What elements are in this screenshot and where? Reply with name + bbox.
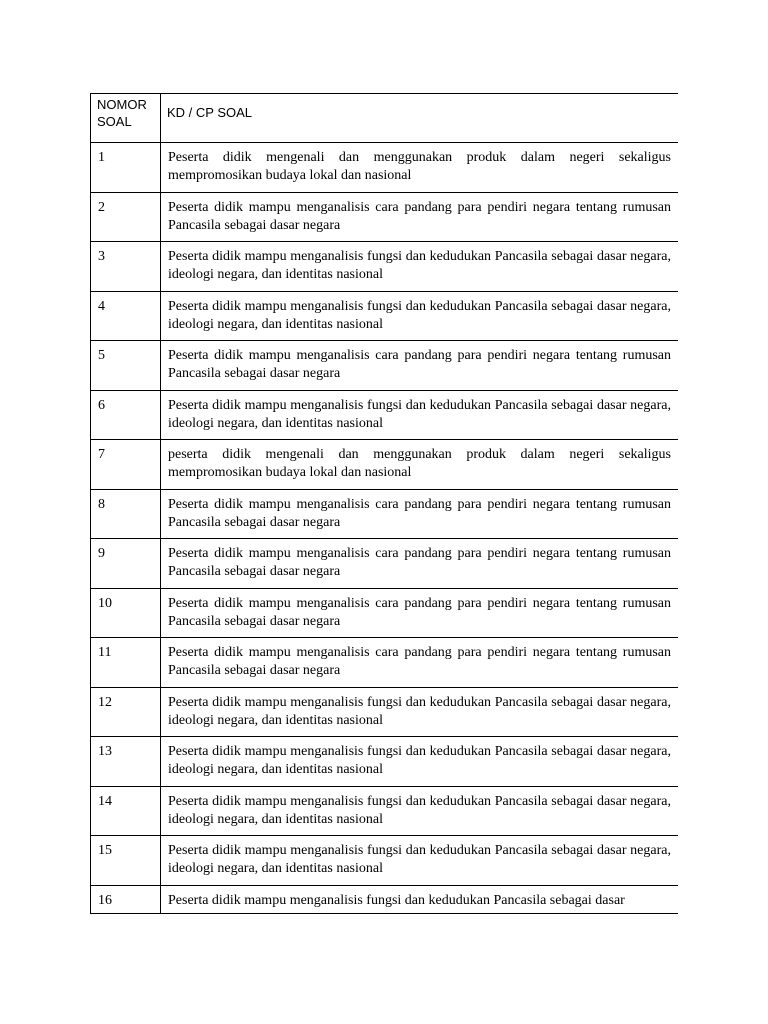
row-description: Peserta didik mampu menganalisis fungsi dan kedudukan Pancasila sebagai dasar negara, ideologi negara, dan identitas nasional [161,291,679,341]
table-row [91,390,679,440]
row-description: Peserta didik mampu menganalisis cara pandang para pendiri negara tentang rumusan Pancasila sebagai dasar negara [161,341,679,391]
row-number: 16 [91,885,161,914]
table-row [91,143,679,193]
table-row [91,836,679,886]
row-number: 11 [91,638,161,688]
row-description: Peserta didik mampu menganalisis fungsi dan kedudukan Pancasila sebagai dasar negara, ideologi negara, dan identitas nasional [161,390,679,440]
table-row [91,192,679,242]
table-row [91,638,679,688]
table-row [91,291,679,341]
table-row [91,588,679,638]
table-row [91,489,679,539]
row-number: 4 [91,291,161,341]
row-description: Peserta didik mampu menganalisis cara pandang para pendiri negara tentang rumusan Pancasila sebagai dasar negara [161,638,679,688]
row-description: Peserta didik mampu menganalisis fungsi dan kedudukan Pancasila sebagai dasar negara, ideologi negara, dan identitas nasional [161,836,679,886]
table-row [91,539,679,589]
table-row [91,440,679,490]
header-kd-cp-soal: KD / CP SOAL [161,94,679,143]
row-number: 1 [91,143,161,193]
row-number: 15 [91,836,161,886]
row-description: Peserta didik mampu menganalisis cara pandang para pendiri negara tentang rumusan Pancasila sebagai dasar negara [161,539,679,589]
row-number: 13 [91,737,161,787]
row-number: 2 [91,192,161,242]
kd-cp-table [90,93,678,914]
kd-cp-table-container [90,93,678,914]
table-row [91,737,679,787]
row-description: Peserta didik mampu menganalisis fungsi dan kedudukan Pancasila sebagai dasar negara, ideologi negara, dan identitas nasional [161,242,679,292]
table-body [91,143,679,915]
row-description: Peserta didik mengenali dan menggunakan produk dalam negeri sekaligus mempromosikan budaya lokal dan nasional [161,143,679,193]
table-row [91,687,679,737]
table-row [91,885,679,914]
row-description: peserta didik mengenali dan menggunakan produk dalam negeri sekaligus mempromosikan budaya lokal dan nasional [161,440,679,490]
header-nomor-soal: NOMOR SOAL [91,94,161,143]
row-number: 5 [91,341,161,391]
table-header-row [91,94,679,143]
table-row [91,242,679,292]
row-description: Peserta didik mampu menganalisis fungsi dan kedudukan Pancasila sebagai dasar negara, ideologi negara, dan identitas nasional [161,786,679,836]
row-description: Peserta didik mampu menganalisis cara pandang para pendiri negara tentang rumusan Pancasila sebagai dasar negara [161,489,679,539]
row-number: 12 [91,687,161,737]
row-description: Peserta didik mampu menganalisis fungsi dan kedudukan Pancasila sebagai dasar negara, ideologi negara, dan identitas nasional [161,737,679,787]
table-row [91,786,679,836]
row-description: Peserta didik mampu menganalisis fungsi dan kedudukan Pancasila sebagai dasar [161,885,679,914]
row-number: 9 [91,539,161,589]
row-number: 6 [91,390,161,440]
row-description: Peserta didik mampu menganalisis cara pandang para pendiri negara tentang rumusan Pancasila sebagai dasar negara [161,588,679,638]
row-description: Peserta didik mampu menganalisis cara pandang para pendiri negara tentang rumusan Pancasila sebagai dasar negara [161,192,679,242]
row-number: 8 [91,489,161,539]
row-description: Peserta didik mampu menganalisis fungsi dan kedudukan Pancasila sebagai dasar negara, ideologi negara, dan identitas nasional [161,687,679,737]
row-number: 14 [91,786,161,836]
row-number: 3 [91,242,161,292]
row-number: 10 [91,588,161,638]
row-number: 7 [91,440,161,490]
table-row [91,341,679,391]
